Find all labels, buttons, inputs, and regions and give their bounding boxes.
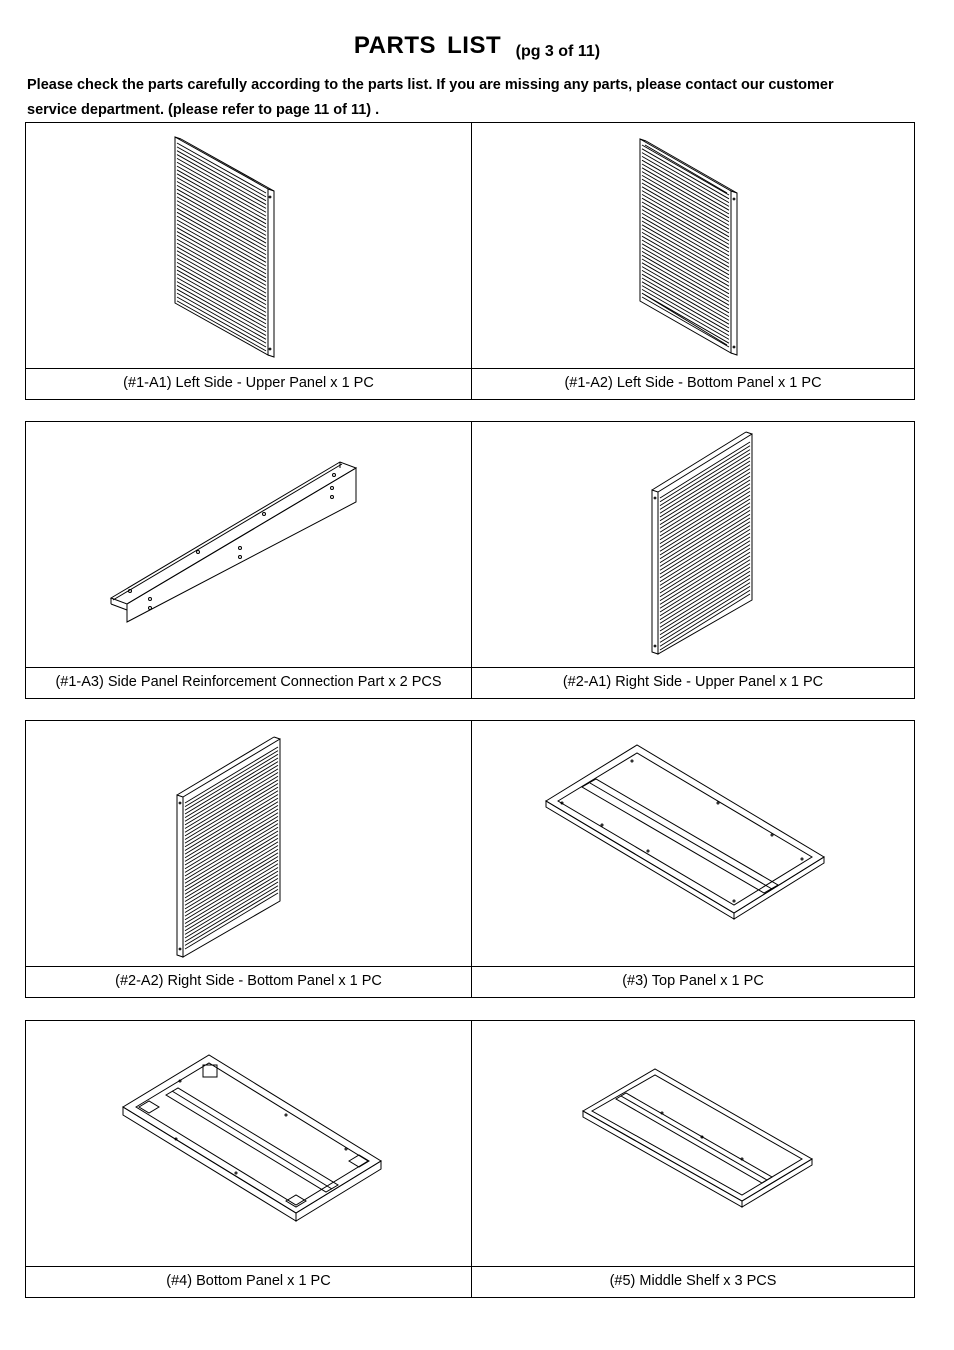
parts-row-1	[25, 122, 915, 400]
intro-text	[27, 73, 907, 123]
louvered-panel-icon	[26, 123, 471, 368]
part-caption: (#3) Top Panel x 1 PC	[472, 966, 914, 997]
part-cell-1-a1	[26, 123, 471, 399]
louvered-panel-icon	[26, 721, 471, 966]
title-text: PARTS LIST	[353, 32, 502, 59]
louvered-panel-icon	[472, 123, 914, 368]
angle-bar-icon	[26, 422, 471, 667]
louvered-panel-icon	[472, 422, 914, 667]
intro-line-1: Please check the parts carefully according to the parts list. If you are missing any parts, please contact our customer	[27, 77, 834, 93]
part-cell-2-a2	[26, 721, 471, 997]
part-caption: (#1-A1) Left Side - Upper Panel x 1 PC	[26, 368, 471, 399]
part-cell-3	[471, 721, 914, 997]
frame-panel-icon	[472, 721, 914, 966]
frame-panel-icon	[26, 1021, 471, 1266]
part-cell-5	[471, 1021, 914, 1297]
part-cell-4	[26, 1021, 471, 1297]
part-caption: (#2-A1) Right Side - Upper Panel x 1 PC	[472, 667, 914, 698]
intro-line-2: service department. (please refer to page 11 of 11) .	[27, 102, 380, 118]
page-reference: (pg 3 of 11)	[515, 43, 601, 60]
part-caption: (#4) Bottom Panel x 1 PC	[26, 1266, 471, 1297]
part-caption: (#2-A2) Right Side - Bottom Panel x 1 PC	[26, 966, 471, 997]
parts-row-4	[25, 1020, 915, 1298]
page-title	[0, 32, 954, 60]
part-cell-2-a1	[471, 422, 914, 698]
parts-row-2	[25, 421, 915, 699]
frame-panel-icon	[472, 1021, 914, 1266]
part-cell-1-a2	[471, 123, 914, 399]
part-caption: (#5) Middle Shelf x 3 PCS	[472, 1266, 914, 1297]
part-caption: (#1-A3) Side Panel Reinforcement Connection Part x 2 PCS	[26, 667, 471, 698]
part-caption: (#1-A2) Left Side - Bottom Panel x 1 PC	[472, 368, 914, 399]
parts-row-3	[25, 720, 915, 998]
part-cell-1-a3	[26, 422, 471, 698]
